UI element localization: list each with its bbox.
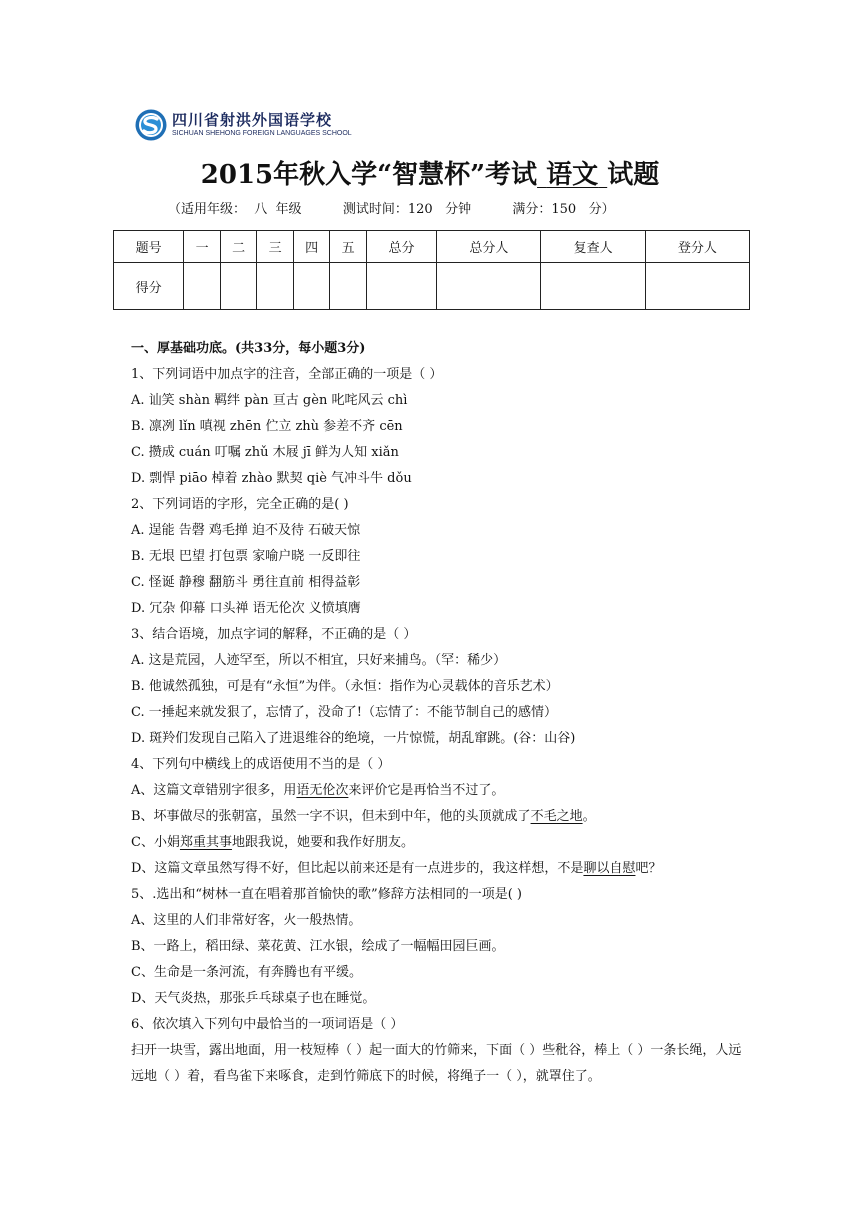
question-3-stem: 3、结合语境，加点字词的解释，不正确的是（ ） [131, 627, 417, 642]
score-header-cell: 总分人 [437, 231, 541, 263]
question-6-passage: 扫开一块雪，露出地面，用一枝短棒（ ）起一面大的竹筛来，下面（ ）些秕谷，棒上（ ）一条长绳，人远远地（ ）着，看鸟雀下来啄食，走到竹筛底下的时候，将绳子一（ ），就罩住了。 [131, 1043, 742, 1084]
score-cell [541, 263, 645, 310]
score-header-cell: 登分人 [645, 231, 749, 263]
score-table [113, 230, 750, 310]
question-2-option-a: A. 逞能 告磬 鸡毛掸 迫不及待 石破天惊 [131, 523, 361, 538]
score-table-header-row [114, 231, 750, 263]
score-header-cell: 二 [220, 231, 257, 263]
question-1-option-c: C. 攒成 cuán 叮嘱 zhǔ 木屐 jī 鲜为人知 xiǎn [131, 445, 399, 460]
question-5-option-d: D、天气炎热，那张乒乓球桌子也在睡觉。 [131, 991, 376, 1006]
question-3-option-d: D. 斑羚们发现自己陷入了进退维谷的绝境，一片惊慌，胡乱窜跳。(谷：山谷) [131, 731, 576, 746]
question-4-option-b: B、坏事做尽的张朝富，虽然一字不识，但未到中年，他的头顶就成了不毛之地。 [131, 809, 596, 824]
question-2-stem: 2、下列词语的字形，完全正确的是( ) [131, 497, 349, 512]
question-body [131, 336, 751, 1090]
question-3-option-b: B. 他诚然孤独，可是有“永恒”为伴。（永恒：指作为心灵载体的音乐艺术） [131, 679, 559, 694]
question-2-option-c: C. 怪诞 静穆 翻筋斗 勇往直前 相得益彰 [131, 575, 361, 590]
score-header-cell: 题号 [114, 231, 184, 263]
score-cell [184, 263, 221, 310]
score-header-cell: 总分 [366, 231, 436, 263]
score-cell [293, 263, 330, 310]
question-5-option-b: B、一路上，稻田绿、菜花黄、江水银，绘成了一幅幅田园巨画。 [131, 939, 505, 954]
title-subject: 语文 [546, 160, 599, 190]
score-header-cell: 一 [184, 231, 221, 263]
score-cell [330, 263, 367, 310]
score-row-label: 得分 [114, 263, 184, 310]
score-header-cell: 五 [330, 231, 367, 263]
question-4-option-a: A、这篇文章错别字很多，用语无伦次来评价它是再恰当不过了。 [131, 783, 505, 798]
title-suffix: 试题 [607, 160, 660, 190]
question-5-option-c: C、生命是一条河流，有奔腾也有平缓。 [131, 965, 362, 980]
question-4-stem: 4、下列句中横线上的成语使用不当的是（ ） [131, 757, 391, 772]
score-table-score-row [114, 263, 750, 310]
school-name-en: SICHUAN SHEHONG FOREIGN LANGUAGES SCHOOL [172, 130, 352, 137]
question-6-stem: 6、依次填入下列句中最恰当的一项词语是（ ） [131, 1017, 404, 1032]
score-cell [366, 263, 436, 310]
score-header-cell: 四 [293, 231, 330, 263]
question-1-option-b: B. 凛冽 lǐn 嗔视 zhēn 伫立 zhù 参差不齐 cēn [131, 419, 403, 434]
question-2-option-b: B. 无垠 巴望 打包票 家喻户晓 一反即往 [131, 549, 361, 564]
score-cell [645, 263, 749, 310]
title-prefix: 2015年秋入学“智慧杯”考试 [200, 160, 538, 190]
underlined-idiom: 语无伦次 [296, 783, 349, 798]
exam-title [0, 158, 860, 192]
score-cell [257, 263, 294, 310]
question-3-option-c: C. 一捶起来就发狠了，忘情了，没命了!（忘情了：不能节制自己的感情） [131, 705, 557, 720]
score-cell [220, 263, 257, 310]
section-heading: 一、厚基础功底。(共33分，每小题3分) [131, 341, 366, 356]
question-5-stem: 5、.选出和“树林一直在唱着那首愉快的歌”修辞方法相同的一项是( ) [131, 887, 522, 902]
question-4-option-d: D、这篇文章虽然写得不好，但比起以前来还是有一点进步的，我这样想，不是聊以自慰吧？ [131, 861, 662, 876]
school-name-cn: 四川省射洪外国语学校 [172, 111, 333, 129]
score-header-cell: 复查人 [541, 231, 645, 263]
exam-info: （适用年级： 八 年级 测试时间：120 分钟 满分：150 分） [168, 202, 615, 217]
question-2-option-d: D. 冗杂 仰幕 口头禅 语无伦次 义愤填膺 [131, 601, 361, 616]
question-5-option-a: A、这里的人们非常好客，火一般热情。 [131, 913, 362, 928]
underlined-idiom: 郑重其事 [179, 835, 232, 850]
score-header-cell: 三 [257, 231, 294, 263]
underlined-idiom: 聊以自慰 [583, 861, 636, 876]
score-cell [437, 263, 541, 310]
school-emblem-icon [134, 108, 168, 142]
underlined-idiom: 不毛之地 [530, 809, 583, 824]
question-1-option-d: D. 剽悍 piāo 棹着 zhào 默契 qiè 气冲斗牛 dǒu [131, 471, 412, 486]
question-1-stem: 1、下列词语中加点字的注音，全部正确的一项是（ ） [131, 367, 443, 382]
question-4-option-c: C、小娟郑重其事地跟我说，她要和我作好朋友。 [131, 835, 414, 850]
school-logo [134, 108, 352, 142]
question-1-option-a: A. 讪笑 shàn 羁绊 pàn 亘古 gèn 叱咤风云 chì [131, 393, 408, 408]
question-3-option-a: A. 这是荒园，人迹罕至，所以不相宜，只好来捕鸟。（罕：稀少） [131, 653, 507, 668]
